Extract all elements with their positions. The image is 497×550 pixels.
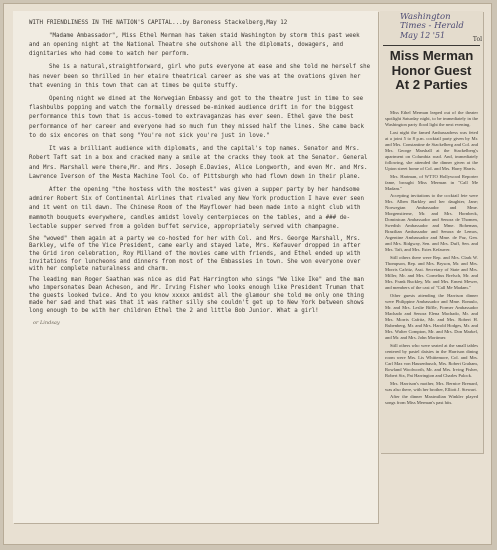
letter-paragraph: "Madame Ambassador", Miss Ethel Merman has taken staid Washington by storm this past week and an opening night at the National Theatre she outshone all the diplomats, dowagers, and dignitaries who had come to watch her perform. bbox=[29, 32, 360, 58]
letter-paragraph: WITH FRIENDLINESS IN THE NATION'S CAPITAL...by Baroness Stackelberg,May 12 bbox=[29, 20, 288, 26]
handwritten-note: or Lindsay bbox=[33, 319, 60, 326]
clipping-paragraph: Still others there were Rep. and Mrs. Clark W. Thompson, Rep. and Mrs. Bryson, Mr. and Mrs. Morris Cafritz, Asst. Secretary of State and Mrs. Miller, Mr. and Mrs. Cornelius Brelsch, Mr. and Mrs. Frank Buckley, Mr. and Mrs. Ernest Mewer, and members of the cast of "Call Me Madam." bbox=[385, 255, 478, 291]
clipping-paragraph: Mrs. Hartman, of WTTO Hollywood Reporter fame, brought Miss Merman in "Call Me Madam." bbox=[385, 173, 478, 191]
typed-letter bbox=[13, 11, 378, 523]
clipping-paragraph: Accepting invitations to the cocktail fete were Mrs. Alben Barkley and her daughter, Jane; Norwegian Ambassador and Mme. Morgenstierne, Mr. and Mrs. Hornbeck, Dominican Ambassador and Senora de Thomen, Swedish Ambassador and Mme. Boheman, Brazilian Ambassador and Senora de Lemos, Argentine Ambassador and Mme. de Paz, Gen. and Mrs. Ridgway, Sen. and Mrs. Duff, Sen. and Mrs. Taft, and Mrs. Estes Kefauver. bbox=[385, 193, 478, 253]
letter-paragraph: She is a natural,straightforward, girl who puts everyone at ease and she told me herself she has never been so thrilled in her etaire theatrical career as she was at the ovations given her that evening in this town that can at times be quite stuffy. bbox=[29, 64, 371, 89]
letter-paragraph: After the opening "the hostess with the mostest" was given a supper party by her handsome admirer Robert Six of Continental Airlines that rivaled any New York production I have ever seen and it went on til dawn. The Chinese Room of the Mayflower had been made into a night club with mammoth bouquets everywhere, candles amidst lovely centerpieces on the tables, and a ### de-lectable supper served from a golden buffet service, appropriately served with champagne. bbox=[29, 186, 365, 230]
clipping-paragraph: Mrs. Harrison's mother, Mrs. Bernice Brenard, was also there, with her brother, Elliott J. Stewart. bbox=[385, 380, 478, 392]
letter-body bbox=[29, 19, 371, 328]
clipping-tag: Tol bbox=[472, 36, 482, 43]
clipping-paragraph: After the dinner Maximilian Winkler played songs from Miss Merman's past hits. bbox=[385, 394, 478, 406]
clipping-headline: Miss Merman Honor Guest At 2 Parties bbox=[389, 48, 474, 92]
divider bbox=[383, 45, 480, 46]
publication-city: Washington bbox=[400, 12, 451, 22]
letter-paragraph: Opening night we dined at the Norwegian Embassy and got to the theatre just in time to see flashbulbs popping and watch the formally dressed be-minked audience drift in for the biggest performance this town that is accus-tomed to extravaganzas has ever seen. Ethel gave the best performance of her career and everyone had so much fun they missed half the lines. She came back to do six encores on that song "You're not sick you're just in love." bbox=[29, 95, 365, 140]
newspaper-clipping bbox=[380, 11, 483, 453]
handwritten-dateline bbox=[400, 12, 482, 43]
clipping-paragraph: Still others who were seated at the small tables centered by pastel daisies in the Harrison dining room were Mrs. Lis Whittemore, Col. and Mrs. Carl Max von Hausenbusch, Mrs. Robert Graham, Rowland Woolworth, Mr. and Mrs. Irving Fisher, Robert Six, Pat Harrington and Charles Palock. bbox=[385, 342, 478, 378]
clipping-date: May 12 '51 bbox=[400, 31, 446, 40]
letter-paragraph: The leading man Roger Saathan was nice as did Pat Harrington who sings "We like Ike" and the man who impersonates Dean Acheson, and Mr. Irving Fisher who looks enough like President Truman that the guests looked twice. And to you know xxxxx amidst all the glamour she told me only one thing made her sad and that was that it was rather silly she couldn't get up to New York between shows long enough to be with her children Ethel the 2 and little Bob Junior. What a girl! bbox=[29, 277, 365, 314]
letter-paragraph: She "wowed" them again at a party we co-hosted for her with Col. and Mrs. George Marshall, Mrs. Barkley, wife of the Vice President, came early and stayed late, Mrs. Kefauver dropped in after the Grid iron celebration, Roy Milland of the movies came with friends, and Ethel ended up with invitations for luncheons and dinners from most of the Embassies in town. She won everyone over with her complete naturalness and charm. bbox=[29, 235, 361, 273]
clipping-paragraph: Other guests attending the Harrison dinner were Philippine Ambassador and Mme. Romulo, Mr. and Mrs. Leslie Biffle, Former Ambassador Machado and Senora Elena Machado, Mr. and Mrs. Morris Cafritz, Mr. and Mrs. Robert H. Rubenberg, Mr. and Mrs. Harold Hodges, Mr. and Mrs. Walter Compton, Mr. and Mrs. Don Markel, and Mr. and Mrs. John Mortimer. bbox=[385, 292, 478, 340]
clipping-paragraph: Last night the famed Ambassadress was feted at a joint 5 to 8 p.m. cocktail party given by Mr. and Mrs. Constantine de Stackelberg and Col. and Mrs. George Marshall at the Stackelberg's apartment on Columbia road. And, immediately following, she attended the dinner given at the Upton street home of Col. and Mrs. Harry Harris. bbox=[385, 129, 478, 171]
scrapbook-page bbox=[3, 3, 492, 545]
clipping-body bbox=[385, 110, 478, 408]
letter-paragraph: It was a brilliant audience with diplomats, and the capital's top names. Senator and Mrs. Robert Taft sat in a box and cracked many a smile at the cracks they took at the Senator. General and Mrs. Marshall were there,Mr. and Mrs. Joseph E.Davies, Alice Longworth, and even Mr. and Mrs. Lawrence Iverson of the Mesta Machine Tool Co. of Pittsburgh who had flown down in their plane. bbox=[29, 145, 368, 180]
clipping-paragraph: Miss Ethel Merman leaped out of the theater spotlight Saturday night, to be immediately in the Washington party flood light the next evening. bbox=[385, 110, 478, 127]
publication-paper: Times - Herald bbox=[400, 21, 464, 31]
